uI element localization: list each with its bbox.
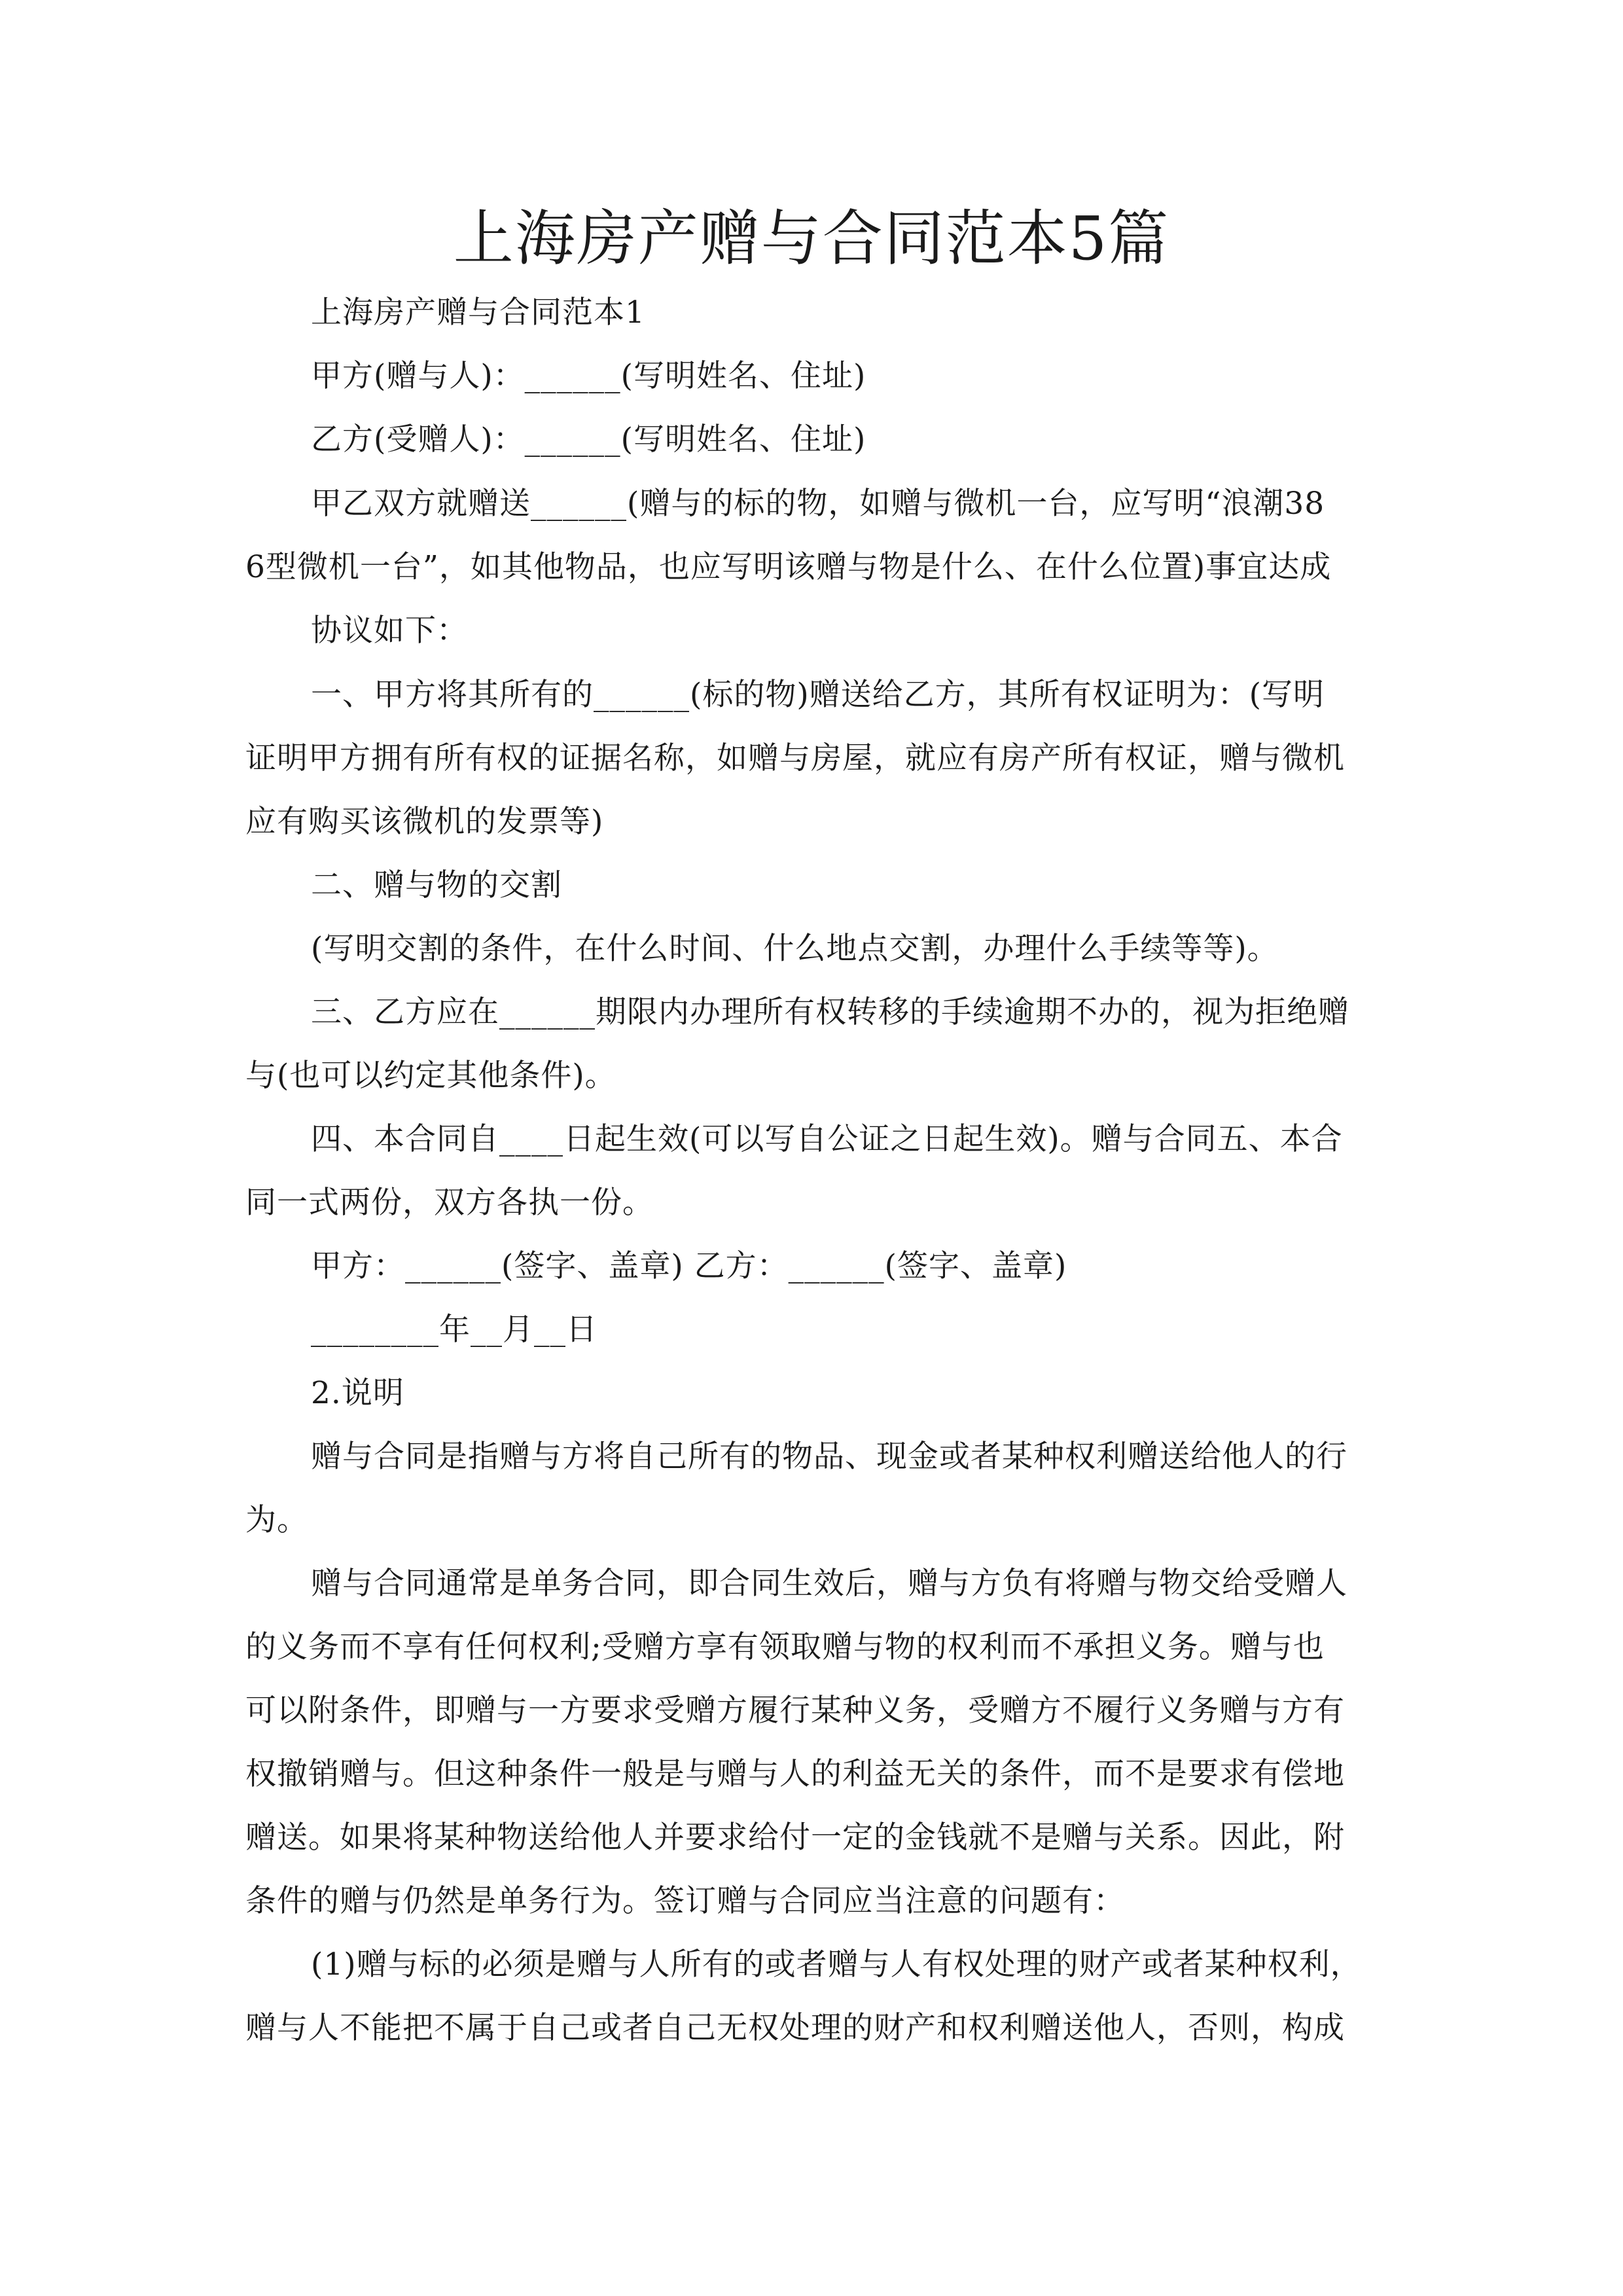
clause-4-line: 四、本合同自____日起生效(可以写自公证之日起生效)。赠与合同五、本合 [311, 1121, 1343, 1157]
party-a-line: 甲方(赠与人)：______(写明姓名、住址) [311, 358, 866, 394]
clause-1-line: 应有购买该微机的发票等) [245, 804, 604, 840]
clause-1-line: 证明甲方拥有所有权的证据名称，如赠与房屋，就应有房产所有权证，赠与微机 [245, 740, 1345, 776]
paragraph-line: 条件的赠与仍然是单务行为。签订赠与合同应当注意的问题有： [245, 1883, 1125, 1919]
paragraph-line: 赠与合同是指赠与方将自己所有的物品、现金或者某种权利赠送给他人的行 [311, 1439, 1347, 1475]
paragraph-line: 为。 [245, 1502, 308, 1538]
paragraph-line: 的义务而不享有任何权利;受赠方享有领取赠与物的权利而不承担义务。赠与也 [245, 1629, 1325, 1665]
clause-2-line: (写明交割的条件，在什么时间、什么地点交割，办理什么手续等等)。 [311, 931, 1279, 967]
contract-heading: 上海房产赠与合同范本1 [311, 295, 645, 331]
clause-1-line: 一、甲方将其所有的______(标的物)赠送给乙方，其所有权证明为：(写明 [311, 677, 1325, 713]
party-b-line: 乙方(受赠人)：______(写明姓名、住址) [311, 422, 866, 457]
paragraph-line: 赠送。如果将某种物送给他人并要求给付一定的金钱就不是赠与关系。因此，附 [245, 1820, 1345, 1856]
clause-3-line: 三、乙方应在______期限内办理所有权转移的手续逾期不办的，视为拒绝赠 [311, 994, 1349, 1030]
date-line: ________年__月__日 [311, 1312, 597, 1348]
paragraph-line: 甲乙双方就赠送______(赠与的标的物，如赠与微机一台，应写明“浪潮38 [311, 486, 1325, 522]
paragraph-line: 赠与人不能把不属于自己或者自己无权处理的财产和权利赠送他人，否则，构成 [245, 2010, 1345, 2046]
paragraph-line: 可以附条件，即赠与一方要求受赠方履行某种义务，受赠方不履行义务赠与方有 [245, 1693, 1345, 1729]
signature-line: 甲方：______(签字、盖章) 乙方：______(签字、盖章) [311, 1248, 1067, 1284]
document-title: 上海房产赠与合同范本5篇 [453, 204, 1170, 274]
section-heading: 2.说明 [311, 1375, 404, 1411]
clause-3-line: 与(也可以约定其他条件)。 [245, 1058, 616, 1094]
paragraph-line: 6型微机一台”，如其他物品，也应写明该赠与物是什么、在什么位置)事宜达成 [245, 549, 1332, 585]
paragraph-line: 权撤销赠与。但这种条件一般是与赠与人的利益无关的条件，而不是要求有偿地 [245, 1756, 1345, 1792]
paragraph-line: (1)赠与标的必须是赠与人所有的或者赠与人有权处理的财产或者某种权利， [311, 1946, 1362, 1982]
clause-4-line: 同一式两份，双方各执一份。 [245, 1185, 654, 1221]
paragraph-line: 赠与合同通常是单务合同，即合同生效后，赠与方负有将赠与物交给受赠人 [311, 1566, 1347, 1602]
paragraph-line: 协议如下： [311, 613, 468, 649]
clause-2-heading: 二、赠与物的交割 [311, 867, 562, 903]
